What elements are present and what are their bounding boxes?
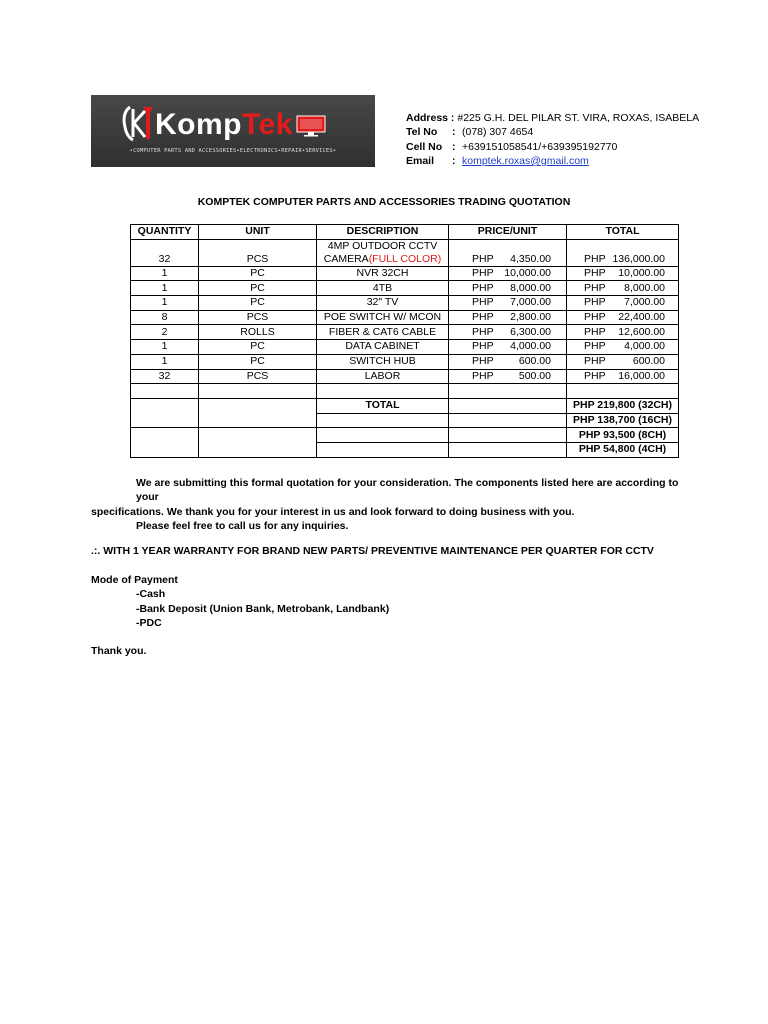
cell-unit: PC (199, 281, 317, 296)
total-32ch: PHP 219,800 (32CH) (567, 398, 679, 413)
cell-unit: PC (199, 354, 317, 369)
cell-qty: 1 (131, 296, 199, 311)
table-row (131, 340, 679, 355)
table-row (131, 266, 679, 281)
tel-value: (078) 307 4654 (462, 126, 534, 139)
monitor-icon (296, 115, 326, 137)
warranty-note: .:. WITH 1 YEAR WARRANTY FOR BRAND NEW PARTS/ PREVENTIVE MAINTENANCE PER QUARTER FOR CCTV (91, 545, 654, 557)
cell-description: LABOR (317, 369, 449, 384)
table-row (131, 296, 679, 311)
header-price-unit: PRICE/UNIT (449, 225, 567, 240)
cell-description (317, 239, 449, 266)
brand-name (155, 108, 293, 142)
brand-name-part-b: Tek (242, 108, 293, 141)
cell-row: Cell No : +639151058541/+639395192770 (406, 140, 618, 153)
cell-qty: 32 (131, 369, 199, 384)
payment-option-cash: -Cash (136, 588, 166, 601)
table-row (131, 325, 679, 340)
cell-unit: PC (199, 296, 317, 311)
table-row (131, 281, 679, 296)
price-value: 7,000.00 (510, 296, 551, 309)
currency-label: PHP (584, 296, 606, 309)
currency-label: PHP (472, 267, 494, 280)
cell-unit: PC (199, 266, 317, 281)
cell-unit: PCS (199, 239, 317, 266)
cell-unit: PCS (199, 310, 317, 325)
price-value: 600.00 (518, 355, 551, 368)
payment-heading: Mode of Payment (91, 574, 178, 586)
totals-row (131, 428, 679, 443)
cell-qty: 8 (131, 310, 199, 325)
currency-label: PHP (472, 311, 494, 324)
logo-tagline: •COMPUTER PARTS AND ACCESSORIES•ELECTRONICS•REPAIR•SERVICES• (129, 148, 337, 154)
cell-qty: 32 (131, 239, 199, 266)
tel-label: Tel No (406, 126, 438, 139)
payment-section (91, 573, 389, 631)
price-value: 8,000.00 (510, 281, 551, 294)
currency-label: PHP (584, 325, 606, 338)
quotation-table (130, 224, 679, 458)
totals-row (131, 398, 679, 413)
currency-label: PHP (584, 311, 606, 324)
contact-block (406, 111, 699, 168)
company-logo-banner (91, 95, 375, 167)
cell-description: POE SWITCH W/ MCON (317, 310, 449, 325)
price-value: 2,800.00 (510, 311, 551, 324)
cell-total (567, 281, 679, 296)
header-unit: UNIT (199, 225, 317, 240)
address-row (406, 111, 699, 125)
currency-label: PHP (584, 281, 606, 294)
cell-price (449, 310, 567, 325)
cell-qty: 1 (131, 281, 199, 296)
payment-option-pdc: -PDC (136, 617, 162, 630)
total-label: TOTAL (317, 398, 449, 413)
email-row: Email : komptek.roxas@gmail.com (406, 154, 589, 167)
email-label: Email (406, 154, 435, 167)
cell-description: 4TB (317, 281, 449, 296)
full-color-note: (FULL COLOR) (368, 252, 442, 265)
cell-total (567, 325, 679, 340)
header-quantity: QUANTITY (131, 225, 199, 240)
total-value: 136,000.00 (612, 252, 665, 265)
currency-label: PHP (472, 369, 494, 382)
message-line-1: We are submitting this formal quotation for your consideration. The components listed here are according to your (136, 477, 679, 504)
cell-unit: ROLLS (199, 325, 317, 340)
header-total: TOTAL (567, 225, 679, 240)
currency-label: PHP (472, 355, 494, 368)
cell-price (449, 266, 567, 281)
tel-row: Tel No : (078) 307 4654 (406, 126, 534, 139)
total-value: 16,000.00 (618, 369, 665, 382)
cell-qty: 1 (131, 354, 199, 369)
cell-qty: 2 (131, 325, 199, 340)
cell-unit: PC (199, 340, 317, 355)
cell-price (449, 369, 567, 384)
table-row (131, 310, 679, 325)
cell-total (567, 310, 679, 325)
cell-price (449, 340, 567, 355)
cell-label: Cell No (406, 140, 443, 153)
cell-price (449, 325, 567, 340)
description-line-1: 4MP OUTDOOR CCTV (327, 239, 438, 252)
table-header-row (131, 225, 679, 240)
header-description: DESCRIPTION (317, 225, 449, 240)
cell-total (567, 340, 679, 355)
cell-total (567, 239, 679, 266)
total-value: 10,000.00 (618, 267, 665, 280)
cell-total (567, 266, 679, 281)
address-value: #225 G.H. DEL PILAR ST. VIRA, ROXAS, ISABELA (457, 112, 700, 124)
price-value: 10,000.00 (504, 267, 551, 280)
cell-description: NVR 32CH (317, 266, 449, 281)
total-value: 7,000.00 (624, 296, 665, 309)
cell-description: DATA CABINET (317, 340, 449, 355)
cell-qty: 1 (131, 266, 199, 281)
cell-price (449, 296, 567, 311)
currency-label: PHP (584, 267, 606, 280)
total-value: 4,000.00 (624, 340, 665, 353)
cell-description: 32" TV (317, 296, 449, 311)
total-value: 600.00 (632, 355, 665, 368)
price-value: 4,350.00 (510, 252, 551, 265)
currency-label: PHP (472, 252, 494, 265)
cell-total (567, 354, 679, 369)
currency-label: PHP (472, 281, 494, 294)
cell-unit: PCS (199, 369, 317, 384)
address-label: Address : (406, 112, 455, 124)
message-line-2: specifications. We thank you for your interest in us and look forward to doing business with you. (91, 505, 575, 518)
currency-label: PHP (584, 252, 606, 265)
total-16ch: PHP 138,700 (16CH) (567, 413, 679, 428)
cell-qty: 1 (131, 340, 199, 355)
email-link[interactable]: komptek.roxas@gmail.com (462, 154, 589, 167)
total-8ch: PHP 93,500 (8CH) (567, 428, 679, 443)
price-value: 6,300.00 (510, 325, 551, 338)
cell-description: SWITCH HUB (317, 354, 449, 369)
message-line-3: Please feel free to call us for any inquiries. (136, 519, 349, 532)
cell-total (567, 369, 679, 384)
cell-price (449, 281, 567, 296)
cell-total (567, 296, 679, 311)
cell-price (449, 239, 567, 266)
table-row (131, 369, 679, 384)
total-value: 22,400.00 (618, 311, 665, 324)
total-4ch: PHP 54,800 (4CH) (567, 442, 679, 457)
payment-option-bank: -Bank Deposit (Union Bank, Metrobank, Landbank) (136, 602, 390, 615)
currency-label: PHP (472, 325, 494, 338)
table-row (131, 239, 679, 266)
description-line-2: CAMERA (323, 252, 369, 265)
quotation-message (91, 476, 691, 533)
total-value: 12,600.00 (618, 325, 665, 338)
cell-value: +639151058541/+639395192770 (462, 140, 618, 153)
closing-text: Thank you. (91, 645, 147, 657)
currency-label: PHP (584, 369, 606, 382)
price-value: 4,000.00 (510, 340, 551, 353)
table-row (131, 354, 679, 369)
currency-label: PHP (584, 340, 606, 353)
total-value: 8,000.00 (624, 281, 665, 294)
currency-label: PHP (584, 355, 606, 368)
cell-price (449, 354, 567, 369)
currency-label: PHP (472, 340, 494, 353)
currency-label: PHP (472, 296, 494, 309)
quotation-title: KOMPTEK COMPUTER PARTS AND ACCESSORIES TRADING QUOTATION (197, 196, 571, 208)
brand-name-part-a: Komp (155, 108, 242, 141)
cell-description: FIBER & CAT6 CABLE (317, 325, 449, 340)
table-row-blank (131, 384, 679, 399)
komptek-k-mark-icon (121, 103, 155, 143)
price-value: 500.00 (518, 369, 551, 382)
